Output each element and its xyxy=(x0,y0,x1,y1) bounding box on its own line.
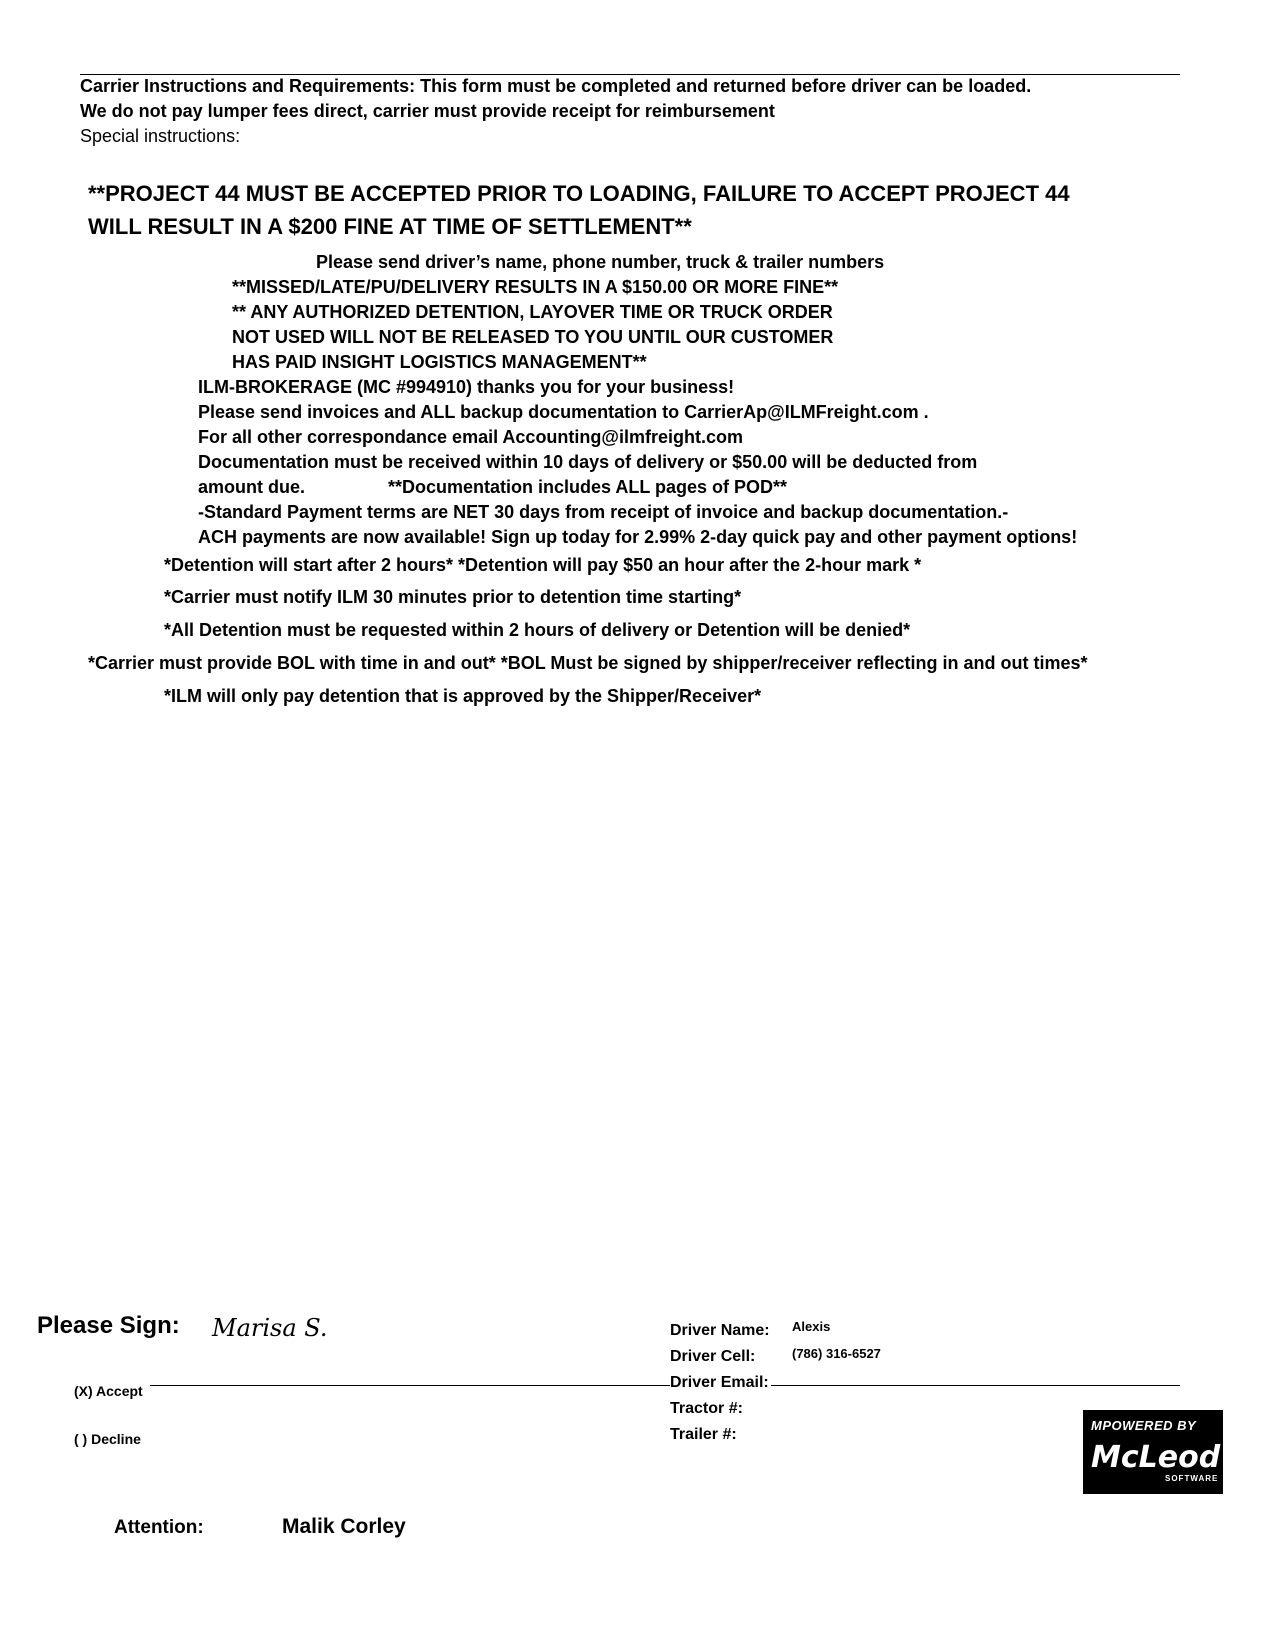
trailer-number-label: Trailer #: xyxy=(670,1426,737,1443)
bol-requirement: *Carrier must provide BOL with time in and out* *BOL Must be signed by shipper/receiver reflecting in and out times* xyxy=(88,653,1088,673)
documentation-deadline-line1: Documentation must be received within 10 days of delivery or $50.00 will be deducted from xyxy=(198,452,978,472)
signature-value[interactable]: Marisa S. xyxy=(212,1314,328,1342)
logo-software: SOFTWARE xyxy=(1165,1474,1219,1483)
detention-release-line1: ** ANY AUTHORIZED DETENTION, LAYOVER TIME OR TRUCK ORDER xyxy=(232,302,833,322)
invoice-email-note: Please send invoices and ALL backup documentation to CarrierAp@ILMFreight.com . xyxy=(198,402,929,422)
attention-label: Attention: xyxy=(114,1517,204,1538)
driver-name-label: Driver Name: xyxy=(670,1322,770,1339)
accept-option[interactable]: (X) Accept xyxy=(74,1383,143,1399)
special-instructions-label: Special instructions: xyxy=(80,126,241,146)
payment-terms: -Standard Payment terms are NET 30 days from receipt of invoice and backup documentation.- xyxy=(198,502,1009,522)
documentation-includes-pod: **Documentation includes ALL pages of POD** xyxy=(388,477,788,497)
documentation-deadline-line2: amount due. xyxy=(198,477,305,497)
signature-rule xyxy=(150,1385,1180,1386)
correspondence-email-note: For all other correspondance email Accounting@ilmfreight.com xyxy=(198,427,743,447)
detention-notify: *Carrier must notify ILM 30 minutes prior to detention time starting* xyxy=(164,587,742,607)
decline-option[interactable]: ( ) Decline xyxy=(74,1431,141,1447)
carrier-requirements-heading: Carrier Instructions and Requirements: This form must be completed and returned before driver can be loaded. xyxy=(80,76,1032,96)
thanks-for-business: ILM-BROKERAGE (MC #994910) thanks you for your business! xyxy=(198,377,735,397)
driver-email-label: Driver Email: xyxy=(670,1374,769,1391)
send-driver-info: Please send driver’s name, phone number, truck & trailer numbers xyxy=(316,252,885,272)
detention-release-line2: NOT USED WILL NOT BE RELEASED TO YOU UNTIL OUR CUSTOMER xyxy=(232,327,834,347)
mcleod-logo xyxy=(1083,1410,1223,1494)
driver-cell-value[interactable]: (786) 316-6527 xyxy=(792,1346,881,1361)
detention-start-rate: *Detention will start after 2 hours* *Detention will pay $50 an hour after the 2-hour mark * xyxy=(164,555,922,575)
ach-payments: ACH payments are now available! Sign up today for 2.99% 2-day quick pay and other payment options! xyxy=(198,527,1078,547)
lumper-fees-note: We do not pay lumper fees direct, carrier must provide receipt for reimbursement xyxy=(80,101,775,121)
tractor-number-label: Tractor #: xyxy=(670,1400,743,1417)
missed-delivery-fine: **MISSED/LATE/PU/DELIVERY RESULTS IN A $150.00 OR MORE FINE** xyxy=(232,277,839,297)
driver-name-value[interactable]: Alexis xyxy=(792,1319,831,1334)
please-sign-label: Please Sign: xyxy=(37,1312,180,1339)
detention-release-line3: HAS PAID INSIGHT LOGISTICS MANAGEMENT** xyxy=(232,352,647,372)
logo-brand: McLeod xyxy=(1091,1440,1221,1475)
detention-request-deadline: *All Detention must be requested within 2 hours of delivery or Detention will be denied* xyxy=(164,620,911,640)
logo-powered-by: MPOWERED BY xyxy=(1091,1418,1197,1433)
top-rule xyxy=(80,74,1180,75)
project44-notice-line1: **PROJECT 44 MUST BE ACCEPTED PRIOR TO LOADING, FAILURE TO ACCEPT PROJECT 44 xyxy=(88,181,1070,206)
driver-cell-label: Driver Cell: xyxy=(670,1348,756,1365)
detention-approval: *ILM will only pay detention that is approved by the Shipper/Receiver* xyxy=(164,686,762,706)
project44-notice-line2: WILL RESULT IN A $200 FINE AT TIME OF SETTLEMENT** xyxy=(88,214,692,239)
attention-value: Malik Corley xyxy=(282,1515,406,1538)
